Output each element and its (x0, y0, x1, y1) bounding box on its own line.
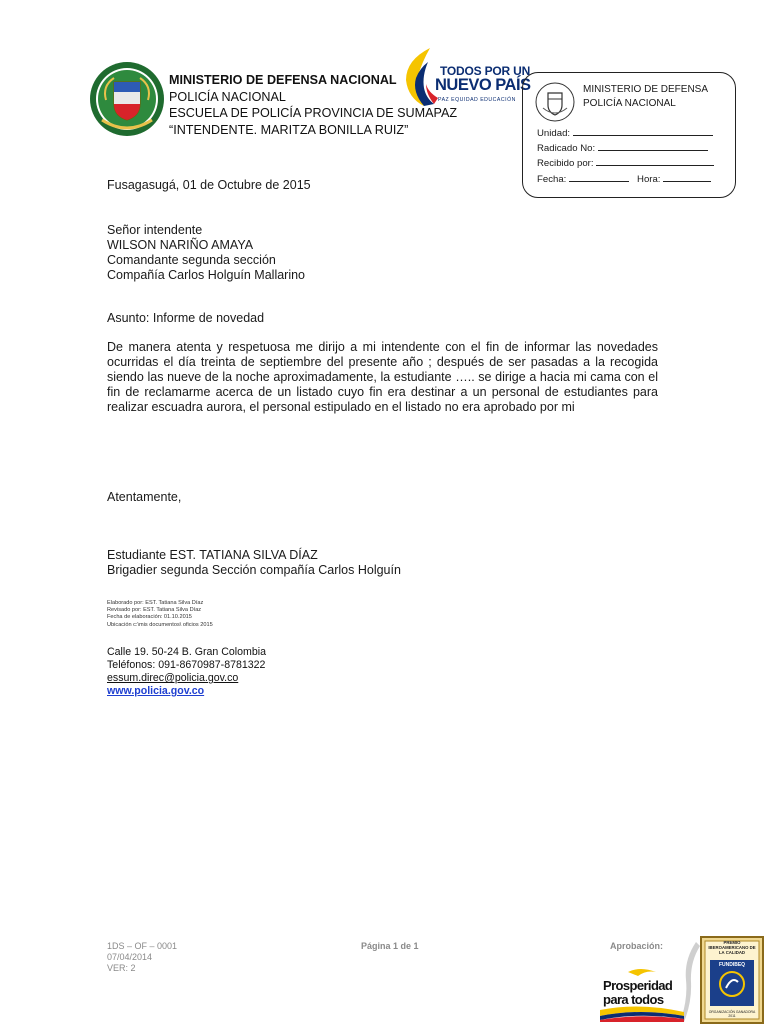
stamp-radicado-label: Radicado No: (537, 143, 596, 154)
stamp-fecha-row (537, 173, 711, 185)
prosperidad-para-todos-logo (600, 966, 684, 1022)
stamp-crest-icon (535, 82, 575, 122)
letter-subject: Asunto: Informe de novedad (107, 311, 265, 325)
stamp-recibido-line (596, 157, 714, 166)
stamp-recibido-label: Recibido por: (537, 158, 594, 169)
footer-approval: Aprobación: (610, 941, 663, 951)
stamp-fecha-label: Fecha: (537, 174, 567, 185)
prosperidad-line1: Prosperidad (603, 978, 673, 993)
stamp-recibido-row (537, 157, 714, 169)
recipient-line: WILSON NARIÑO AMAYA (107, 238, 254, 252)
footer-doc-info (107, 941, 177, 974)
stamp-unidad-row (537, 127, 713, 139)
meta-line: Fecha de elaboración: 01.10.2015 (107, 614, 192, 621)
recipient-block (107, 223, 305, 283)
tpnp-tagline: PAZ EQUIDAD EDUCACIÓN (438, 97, 516, 103)
stamp-hora-line (663, 173, 711, 182)
website-link[interactable]: www.policia.gov.co (107, 685, 205, 697)
todos-por-un-nuevo-pais-logo (400, 46, 531, 108)
letter-date: Fusagasugá, 01 de Octubre de 2015 (107, 178, 311, 192)
footer-code: 1DS – OF – 0001 (107, 941, 178, 951)
ministry-name: MINISTERIO DE DEFENSA NACIONAL (169, 73, 397, 87)
footer-page-number: Página 1 de 1 (361, 941, 419, 951)
recipient-line: Comandante segunda sección (107, 253, 276, 267)
school-honoree: “INTENDENTE. MARITZA BONILLA RUIZ” (169, 122, 409, 137)
school-name: ESCUELA DE POLICÍA PROVINCIA DE SUMAPAZ (169, 106, 458, 120)
stamp-unidad-label: Unidad: (537, 128, 571, 139)
award-title: PREMIO IBEROAMERICANO DE LA CALIDAD (708, 940, 756, 955)
award-caption: ORGANIZACIÓN GANADORA 2011 (708, 1010, 756, 1018)
stamp-unidad-line (573, 127, 713, 136)
meta-line: Ubicación c:\mis documentos\ oficios 2015 (107, 621, 213, 628)
police-name: POLICÍA NACIONAL (169, 89, 286, 104)
prosperidad-line2: para todos (603, 992, 664, 1007)
stamp-fecha-line (569, 173, 629, 182)
stamp-title-line1: MINISTERIO DE DEFENSA (583, 84, 709, 95)
signature-role: Brigadier segunda Sección compañía Carlos Holguín (107, 563, 401, 577)
recipient-line: Señor intendente (107, 223, 203, 237)
stamp-hora-label: Hora: (637, 174, 661, 185)
contact-email-link[interactable]: essum.direc@policia.gov.co (107, 672, 239, 684)
document-meta (107, 600, 213, 629)
stamp-title (583, 83, 708, 111)
meta-line: Revisado por: EST. Tatiana Silva Díaz (107, 607, 202, 614)
police-crest-logo (88, 60, 166, 138)
footer-version: VER: 2 (107, 963, 136, 973)
letter-body: De manera atenta y respetuosa me dirijo a mi intendente con el fin de informar las novedades ocurridas el día treinta de septiembre del presente año ; después de ser pasadas a la recogida siendo las nueve de la noche aproximadamente, la estudiante ….. se dirige a hacia mi cama con el fin de reclamarme acerca de un listado cuyo fin era destinar a un personal de estudiantes para realizar escuadra aurora, el personal estipulado en el listado no era aprobado por mi (107, 340, 658, 414)
tpnp-line1: TODOS POR UN (440, 64, 531, 78)
signature-block (107, 548, 401, 578)
fundibeq-award-badge (700, 936, 764, 1024)
meta-line: Elaborado por: EST. Tatiana Silva Díaz (107, 600, 204, 606)
contact-phones: Teléfonos: 091-8670987-8781322 (107, 659, 266, 671)
contact-block (107, 646, 266, 698)
footer-date: 07/04/2014 (107, 952, 153, 962)
contact-address: Calle 19. 50-24 B. Gran Colombia (107, 646, 266, 658)
award-name: FUNDIBEQ (718, 962, 746, 968)
letter-closing: Atentamente, (107, 490, 182, 504)
stamp-radicado-row (537, 142, 708, 154)
signature-name: Estudiante EST. TATIANA SILVA DÍAZ (107, 548, 318, 562)
stamp-radicado-line (598, 142, 708, 151)
reception-stamp (522, 72, 736, 198)
tpnp-line2: NUEVO PAÍS (435, 76, 531, 94)
recipient-line: Compañía Carlos Holguín Mallarino (107, 268, 306, 282)
stamp-title-line2: POLICÍA NACIONAL (583, 98, 676, 109)
